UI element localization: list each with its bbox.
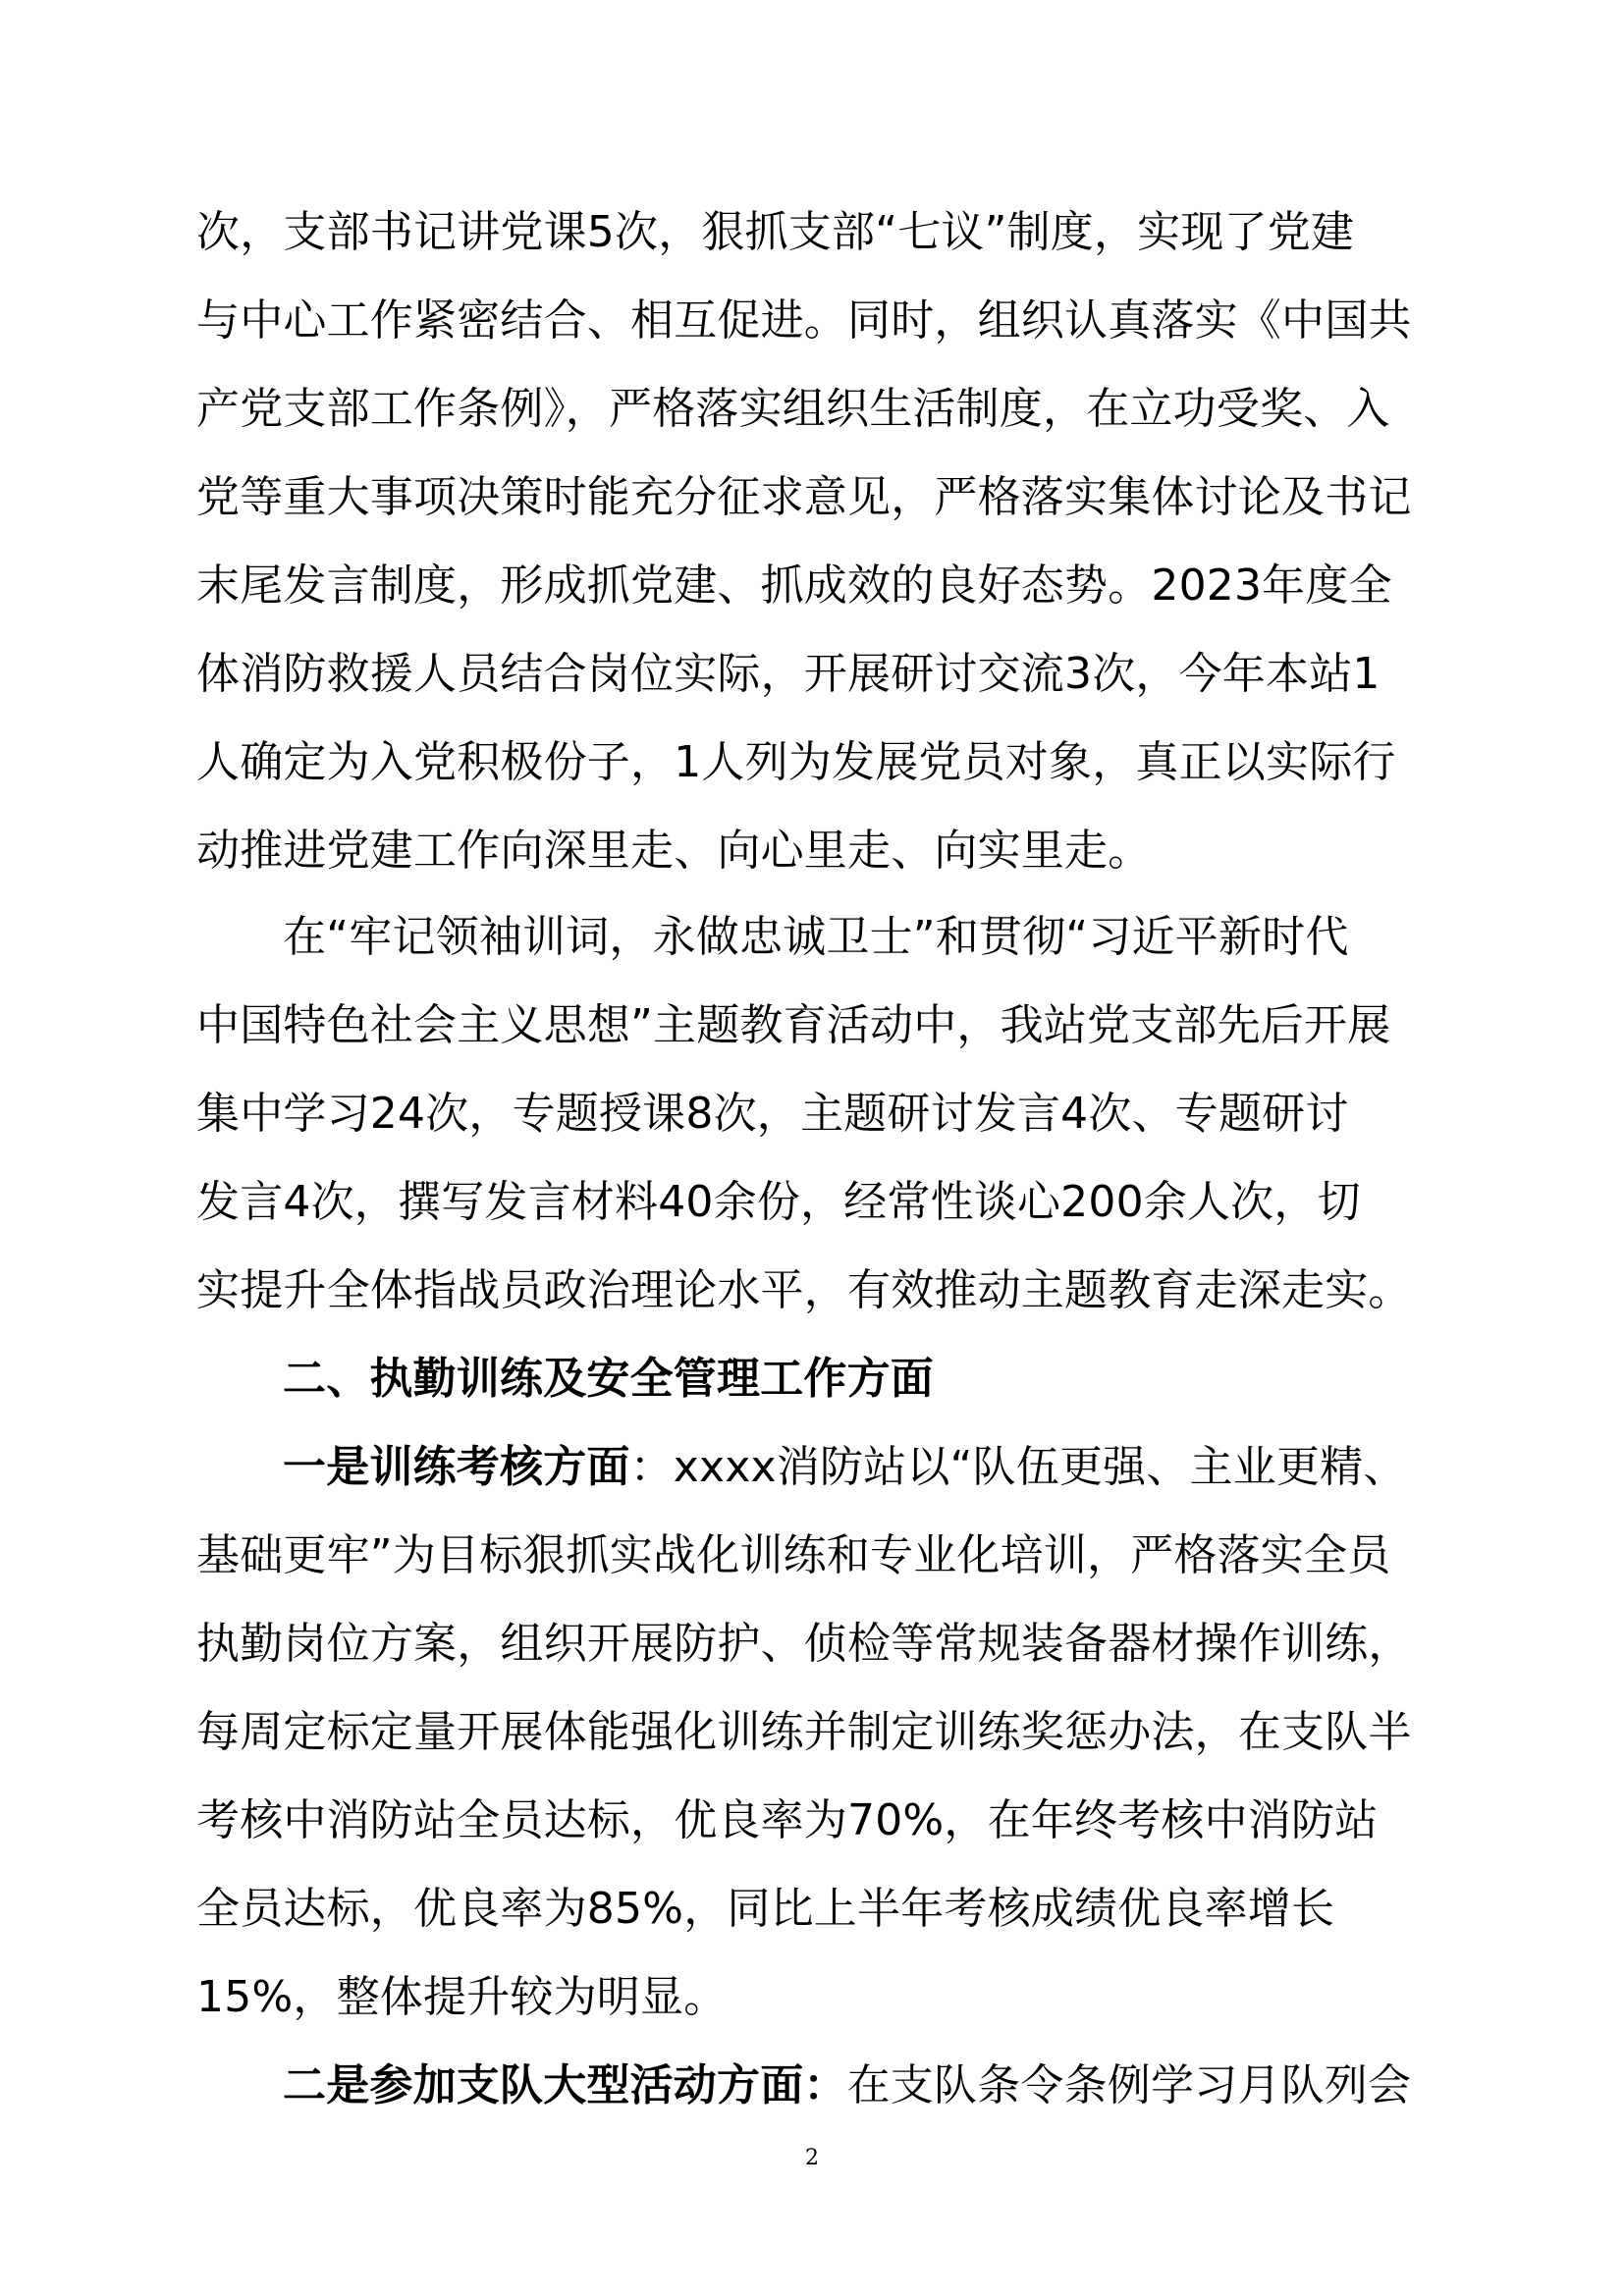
paragraph-text: ：xxxx消防站以“队伍更强、主业更精、 xyxy=(629,1442,1407,1492)
paragraph-line: 中国特色社会主义思想”主题教育活动中，我站党支部先后开展 xyxy=(196,1000,1391,1050)
paragraph-line: 执勤岗位方案，组织开展防护、侦检等常规装备器材操作训练， xyxy=(196,1619,1412,1669)
lead-in-label: 一是训练考核方面 xyxy=(283,1442,630,1492)
paragraph-line: 人确定为入党积极份子，1人列为发展党员对象，真正以实际行 xyxy=(196,737,1396,787)
paragraph-line: 基础更牢”为目标狠抓实战化训练和专业化培训，严格落实全员 xyxy=(196,1530,1391,1580)
paragraph-line xyxy=(283,2056,1411,2115)
paragraph-line: 发言4次，撰写发言材料40余份，经常性谈心200余人次，切 xyxy=(196,1177,1361,1227)
paragraph-line: 党等重大事项决策时能充分征求意见，严格落实集体讨论及书记 xyxy=(196,472,1412,522)
paragraph-line: 每周定标定量开展体能强化训练并制定训练奖惩办法，在支队半 xyxy=(196,1707,1412,1757)
paragraph-text: 在支队条令条例学习月队列会 xyxy=(846,2060,1412,2110)
paragraph-line: 考核中消防站全员达标，优良率为70%，在年终考核中消防站 xyxy=(196,1795,1379,1845)
paragraph-line: 末尾发言制度，形成抓党建、抓成效的良好态势。2023年度全 xyxy=(196,561,1392,611)
paragraph-line: 全员达标，优良率为85%，同比上半年考核成绩优良率增长 xyxy=(196,1884,1335,1934)
paragraph-line: 实提升全体指战员政治理论水平，有效推动主题教育走深走实。 xyxy=(196,1265,1412,1315)
paragraph-line: 在“牢记领袖训词，永做忠诚卫士”和贯彻“习近平新时代 xyxy=(283,912,1349,962)
paragraph-line: 动推进党建工作向深里走、向心里走、向实里走。 xyxy=(196,826,1152,876)
paragraph-line: 与中心工作紧密结合、相互促进。同时，组织认真落实《中国共 xyxy=(196,295,1412,346)
paragraph-line: 15%，整体提升较为明显。 xyxy=(196,1972,728,2022)
paragraph-line xyxy=(283,1438,1407,1497)
page-number: 2 xyxy=(805,2146,819,2170)
paragraph-line: 产党支部工作条例》，严格落实组织生活制度，在立功受奖、入 xyxy=(196,384,1390,434)
paragraph-line: 体消防救援人员结合岗位实际，开展研讨交流3次，今年本站1 xyxy=(196,649,1380,699)
section-heading: 二、执勤训练及安全管理工作方面 xyxy=(283,1354,934,1404)
lead-in-label: 二是参加支队大型活动方面： xyxy=(283,2060,847,2110)
paragraph-line: 集中学习24次，专题授课8次，主题研讨发言4次、专题研讨 xyxy=(196,1089,1349,1139)
paragraph-line: 次，支部书记讲党课5次，狠抓支部“七议”制度，实现了党建 xyxy=(196,207,1355,257)
